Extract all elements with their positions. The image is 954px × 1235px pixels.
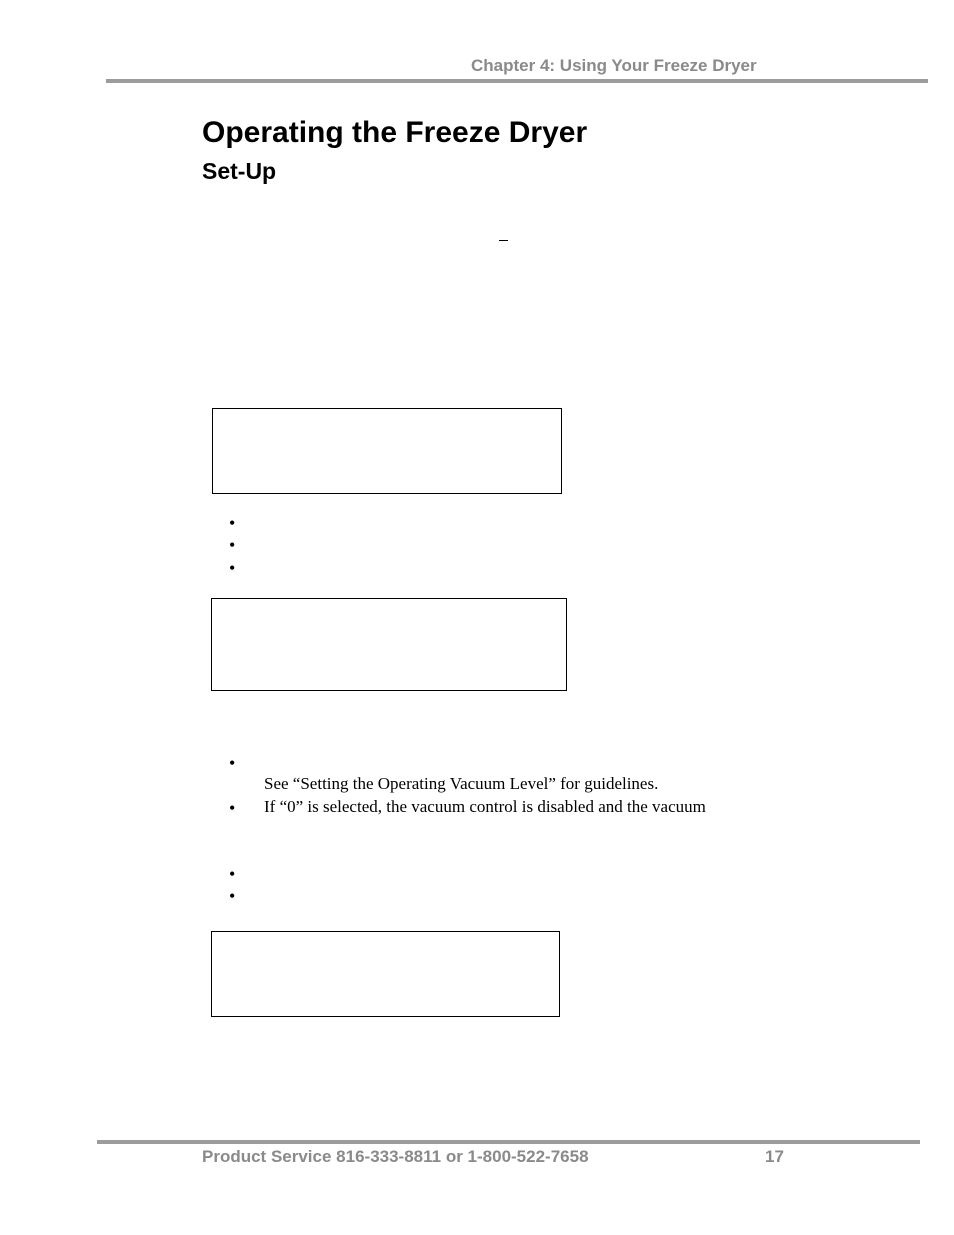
bullet-marker: • xyxy=(229,864,236,884)
guideline-reference-text: See “Setting the Operating Vacuum Level” for guidelines. xyxy=(264,774,659,793)
vacuum-disabled-text: If “0” is selected, the vacuum control is disabled and the vacuum xyxy=(264,797,706,816)
dash-mark xyxy=(499,240,508,241)
bullet-marker: • xyxy=(229,513,236,533)
footer-divider xyxy=(97,1140,920,1144)
page-number: 17 xyxy=(765,1147,784,1166)
section-title: Set-Up xyxy=(202,158,277,184)
bullet-marker: • xyxy=(229,886,236,906)
header-divider xyxy=(106,79,928,83)
bullet-marker: • xyxy=(229,535,236,555)
bullet-marker: • xyxy=(229,753,236,773)
chapter-header: Chapter 4: Using Your Freeze Dryer xyxy=(471,56,757,75)
page-title: Operating the Freeze Dryer xyxy=(202,116,588,149)
bullet-marker: • xyxy=(229,558,236,578)
bullet-marker: • xyxy=(229,798,236,818)
display-box-2 xyxy=(211,598,567,691)
product-service-contact: Product Service 816-333-8811 or 1-800-522-7658 xyxy=(202,1147,589,1166)
display-box-1 xyxy=(212,408,562,494)
display-box-3 xyxy=(211,931,560,1017)
